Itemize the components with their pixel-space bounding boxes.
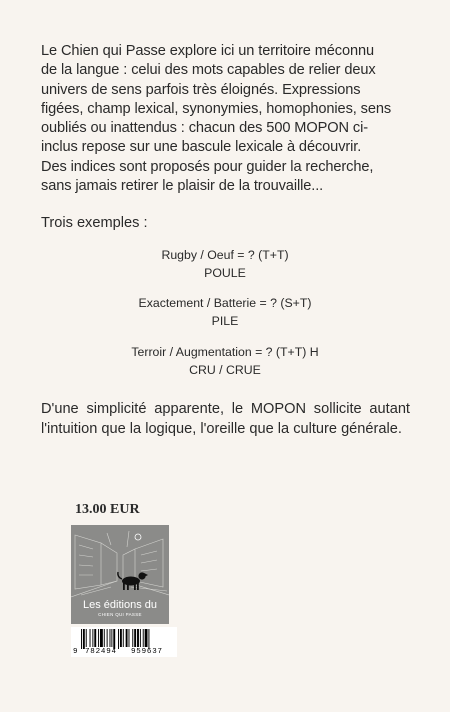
barcode-bar [143,629,144,647]
barcode-bar [123,629,124,647]
example-clue: Rugby / Oeuf = ? (T+T) [161,248,289,262]
closing-paragraph: D'une simplicité apparente, le MOPON sollicite autant l'intuition que la logique, l'oreille que la culture générale. [41,401,410,437]
barcode-bar [86,629,87,647]
price-label: 13.00 EUR [75,502,140,517]
barcode-bar [137,629,139,647]
barcode-first-digit: 9 [73,648,78,656]
isbn-barcode [71,627,177,657]
barcode-bar [94,629,96,647]
example-item [0,343,450,379]
intro-paragraph [41,42,421,196]
barcode-bar [134,629,136,647]
publisher-subname: CHIEN QUI PASSE [98,612,142,617]
intro-line: Des indices sont proposés pour guider la recherche, [41,158,374,175]
example-clue: Exactement / Batterie = ? (S+T) [138,296,312,310]
barcode-bar [113,629,115,649]
barcode-bar [98,629,99,647]
barcode-bar [120,629,122,647]
barcode-bar [111,629,112,647]
example-answer: POULE [204,266,246,280]
barcode-bar [129,629,130,647]
barcode-bar [100,629,103,647]
intro-line: univers de sens parfois très éloignés. Expressions [41,81,361,98]
barcode-left-digits: 782494 [85,648,117,656]
barcode-bar [132,629,133,647]
example-item [0,294,450,330]
intro-line: Le Chien qui Passe explore ici un territoire méconnu [41,43,375,59]
intro-line: inclus repose sur une bascule lexicale à découvrir. [41,139,362,156]
barcode-bar [81,629,82,649]
barcode-bar [118,629,119,649]
example-answer: CRU / CRUE [189,363,261,377]
barcode-bar [104,629,105,647]
barcode-bar [140,629,141,647]
publisher-name: Les éditions du [83,599,157,611]
barcode-right-digits: 959637 [131,648,163,656]
example-item [0,246,450,282]
example-answer: PILE [211,314,239,328]
barcode-bars [71,627,177,649]
barcode-bar [148,629,149,649]
barcode-bar [110,629,111,647]
barcode-digits [71,647,177,657]
intro-line: figées, champ lexical, synonymies, homophonies, sens [41,100,392,117]
barcode-bar [107,629,108,647]
examples-title: Trois exemples : [41,215,148,231]
barcode-bar [83,629,85,649]
intro-line: sans jamais retirer le plaisir de la trouvaille... [41,178,324,195]
barcode-bar [92,629,93,647]
publisher-logo [71,525,169,624]
barcode-bar [145,629,148,647]
barcode-bar [126,629,128,647]
intro-line: oubliés ou inattendus : chacun des 500 MOPON ci- [41,120,368,137]
intro-line: de la langue : celui des mots capables de relier deux [41,62,376,79]
barcode-bar [90,629,91,647]
example-clue: Terroir / Augmentation = ? (T+T) H [131,345,319,359]
